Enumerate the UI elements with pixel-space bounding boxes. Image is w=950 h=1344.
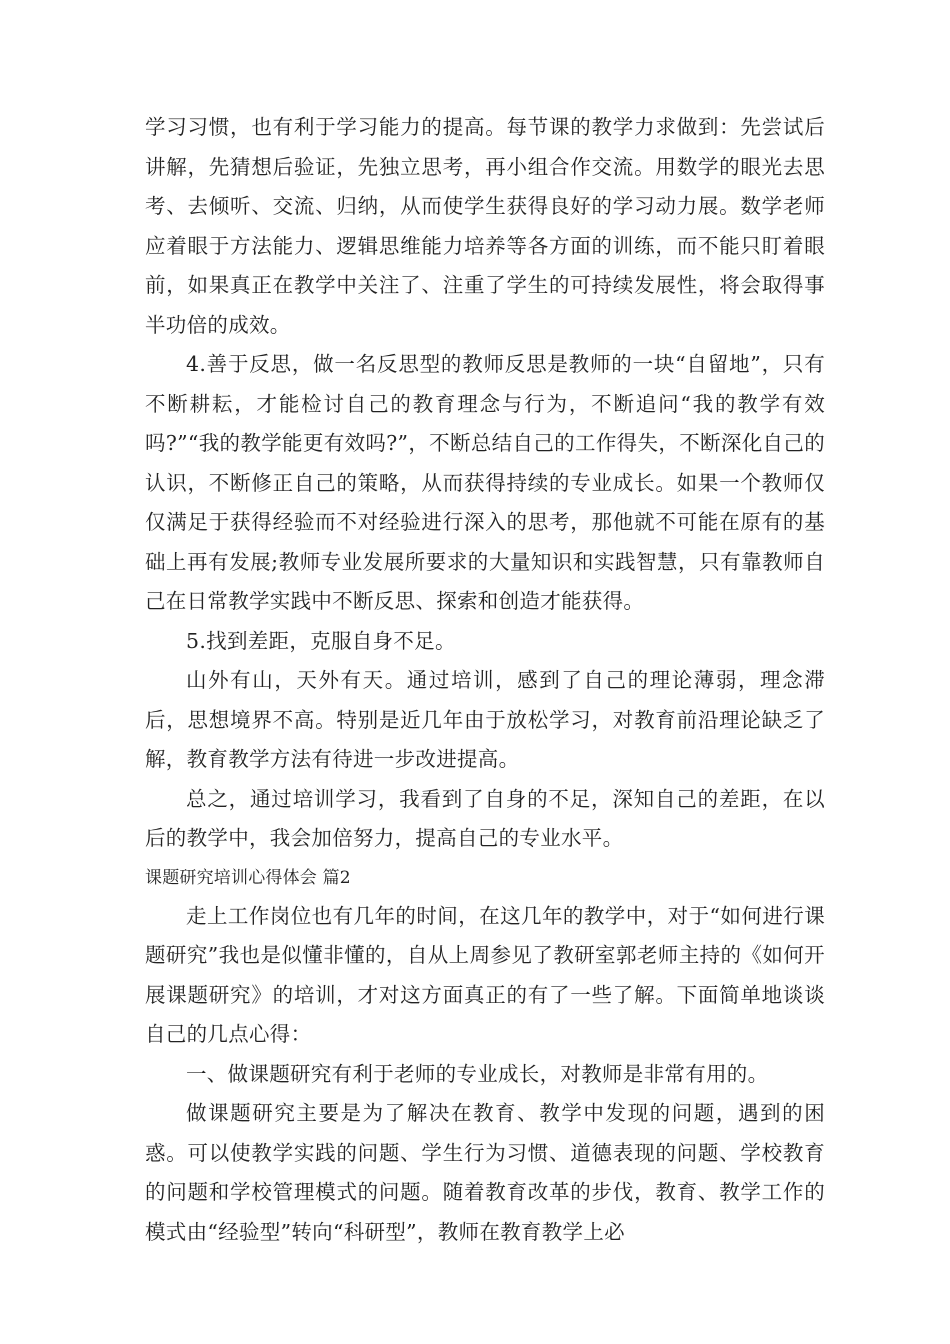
paragraph-summary: 总之，通过培训学习，我看到了自身的不足，深知自己的差距，在以后的教学中，我会加倍努力，提高自己的专业水平。 bbox=[145, 786, 825, 850]
paragraph-intro: 走上工作岗位也有几年的时间，在这几年的教学中，对于“如何进行课题研究”我也是似懂非懂的，自从上周参见了教研室郭老师主持的《如何开展课题研究》的培训，才对这方面真正的有了一些了解。下面简单地谈谈自己的几点心得： bbox=[145, 903, 825, 1046]
paragraph-research-purpose: 做课题研究主要是为了解决在教育、教学中发现的问题，遇到的困惑。可以使教学实践的问题、学生行为习惯、道德表现的问题、学校教育的问题和学校管理模式的问题。随着教育改革的步伐，教育、教学工作的模式由“经验型”转向“科研型”，教师在教育教学上必 bbox=[145, 1101, 825, 1244]
paragraph-find-gap: 5.找到差距，克服自身不足。 bbox=[186, 628, 456, 653]
paragraph-reflection: 4.善于反思，做一名反思型的教师反思是教师的一块“自留地”，只有不断耕耘，才能检讨自己的教育理念与行为，不断追问“我的教学有效吗?”“我的教学能更有效吗?”，不断总结自己的工作得失，不断深化自己的认识，不断修正自己的策略，从而获得持续的专业成长。如果一个教师仅仅满足于获得经验而不对经验进行深入的思考，那他就不可能在原有的基础上再有发展;教师专业发展所要求的大量知识和实践智慧，只有靠教师自己在日常教学实践中不断反思、探索和创造才能获得。 bbox=[145, 352, 825, 613]
paragraph-mountains: 山外有山，天外有天。通过培训，感到了自己的理论薄弱，理念滞后，思想境界不高。特别是近几年由于放松学习，对教育前沿理论缺乏了解，教育教学方法有待进一步改进提高。 bbox=[145, 668, 825, 771]
section-heading: 课题研究培训心得体会 篇2 bbox=[145, 867, 351, 888]
paragraph-learning-habits: 学习习惯，也有利于学习能力的提高。每节课的教学力求做到：先尝试后讲解，先猜想后验证，先独立思考，再小组合作交流。用数学的眼光去思考、去倾听、交流、归纳，从而使学生获得良好的学习动力展。数学老师应着眼于方法能力、逻辑思维能力培养等各方面的训练，而不能只盯着眼前，如果真正在教学中关注了、注重了学生的可持续发展性，将会取得事半功倍的成效。 bbox=[145, 115, 825, 337]
document-body bbox=[145, 108, 825, 1252]
paragraph-point-one: 一、做课题研究有利于老师的专业成长，对教师是非常有用的。 bbox=[186, 1061, 769, 1086]
